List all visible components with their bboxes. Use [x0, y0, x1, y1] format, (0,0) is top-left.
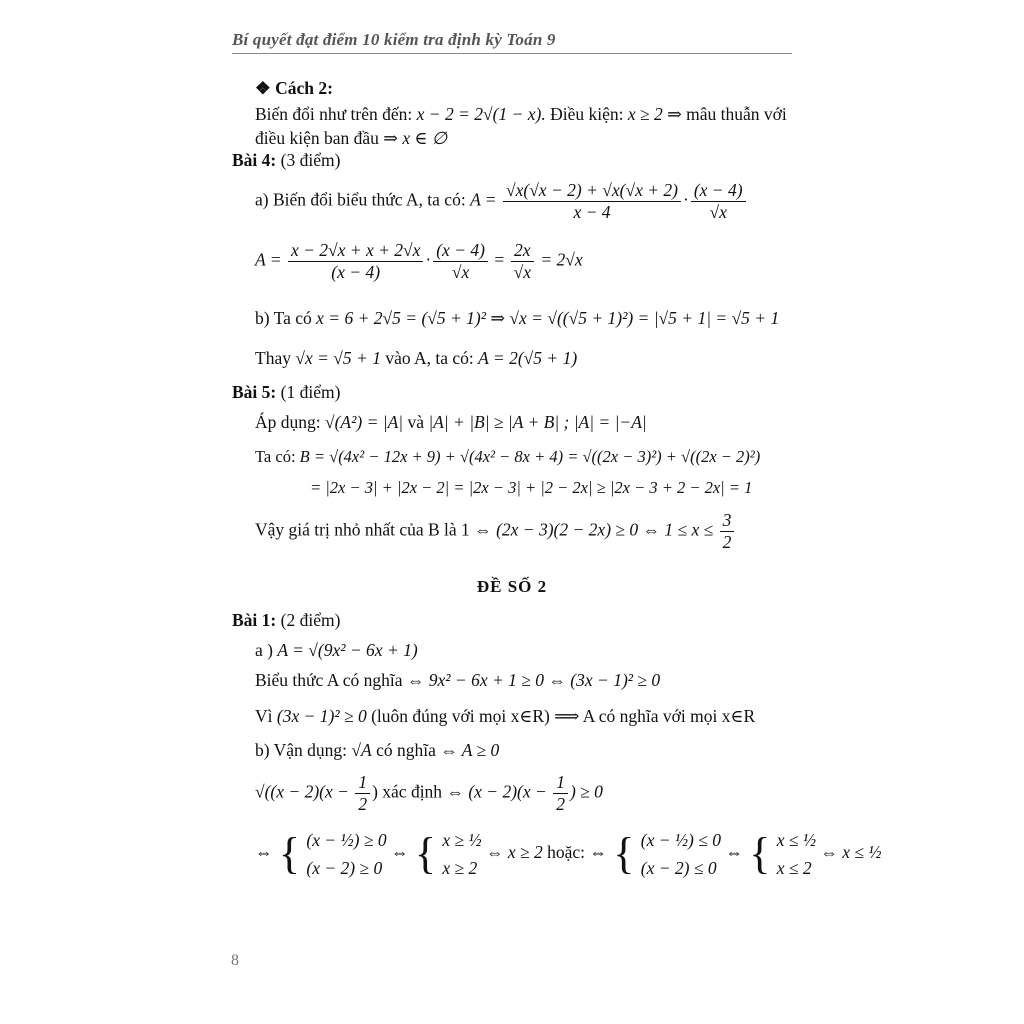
equation: √x = √5 + 1: [295, 348, 381, 368]
equation: A =: [470, 189, 497, 210]
equation: = 2√x: [540, 249, 583, 270]
fraction: $\frac{(x - 4)}{√x}$: [433, 240, 488, 283]
equation: √(A²) = |A|: [325, 412, 404, 432]
fraction: $\frac{(x - 4)}{√x}$: [691, 180, 746, 223]
text: vào A, ta có:: [385, 348, 474, 368]
text: Vậy giá trị nhỏ nhất của B là 1: [255, 519, 470, 540]
cach2-heading: ❖ Cách 2:: [255, 78, 333, 98]
text: a ): [255, 640, 273, 660]
points: (1 điểm): [280, 382, 341, 402]
fraction: $\frac{1}{2}$: [355, 772, 370, 815]
equiv-symbol: ⇔: [255, 842, 273, 863]
system: x ≤ ½ x ≤ 2: [776, 830, 816, 878]
exercise-label: Bài 5:: [232, 382, 277, 402]
equals: =: [494, 249, 505, 270]
text: Vì: [255, 706, 273, 726]
equation: A =: [255, 249, 282, 270]
system: (x − ½) ≤ 0 (x − 2) ≤ 0: [640, 830, 721, 878]
exercise-label: Bài 1:: [232, 610, 277, 630]
bai1-line5: √((x − 2)(x − $\frac{1}{2}$ ) xác định ⇔ (x − 2)(x − $\frac{1}{2}$ ) ≥ 0: [255, 772, 603, 814]
text: Ta có:: [255, 447, 296, 466]
equiv-symbol: ⇔: [589, 842, 607, 863]
equation: √A: [351, 740, 372, 760]
text: Biểu thức A có nghĩa: [255, 670, 403, 690]
bai5-line4: [255, 510, 736, 553]
points: (2 điểm): [280, 610, 341, 630]
bai1-line2: [255, 670, 660, 691]
running-header: Bí quyết đạt điểm 10 kiểm tra định kỳ Toán 9: [232, 30, 556, 49]
brace: {: [414, 829, 436, 878]
equation: √((x − 2)(x −: [255, 781, 354, 802]
text: b) Vận dụng:: [255, 740, 348, 760]
text: xác định: [382, 781, 443, 802]
text: và: [407, 412, 424, 432]
equation: x = 6 + 2√5 = (√5 + 1)² ⇒ √x = √((√5 + 1)²) = |√5 + 1| = √5 + 1: [316, 308, 780, 328]
bai4-a: a) Biến đổi biểu thức A, ta có: A = $\frac{√x(√x - 2) + √x(√x + 2)}{x - 4}$ · $\frac{(x - 4)}{√x}$: [255, 180, 748, 223]
cach2-line2: [255, 128, 447, 149]
text: Thay: [255, 348, 291, 368]
bai4-a2: A = $\frac{x - 2√x + x + 2√x}{(x - 4)}$ · $\frac{(x - 4)}{√x}$ = $\frac{2x}{√x}$ = 2√x: [255, 240, 583, 282]
fraction: $\frac{√x(√x - 2) + √x(√x + 2)}{x - 4}$: [503, 180, 681, 223]
equation: B = √(4x² − 12x + 9) + √(4x² − 8x + 4) = √((2x − 3)²) + √((2x − 2)²): [299, 447, 761, 466]
header-rule: [232, 53, 792, 54]
bai1-line3: [255, 706, 755, 727]
equation: ) ≥ 0: [569, 781, 603, 802]
text: (luôn đúng với mọi x∈R) ⟹ A có nghĩa với mọi x∈R: [371, 706, 756, 726]
text: ⇒ mâu thuẫn với: [667, 104, 787, 124]
text: Điều kiện:: [550, 104, 624, 124]
cach2-line1: [255, 104, 787, 125]
bai1-systems: [255, 826, 881, 882]
bai1-a: [255, 640, 418, 661]
bai1-b: [255, 740, 499, 761]
brace: {: [749, 829, 771, 878]
equiv-symbol: ⇔: [390, 842, 409, 863]
fraction: $\frac{2x}{√x}$: [511, 240, 534, 283]
brace: {: [278, 829, 300, 878]
bai4-heading: [232, 150, 340, 171]
bai5-heading: [232, 382, 340, 403]
text: có nghĩa: [376, 740, 436, 760]
equation: ⇔ A ≥ 0: [440, 740, 500, 760]
section-title: ĐỀ SỐ 2: [476, 577, 548, 596]
equation: A = √(9x² − 6x + 1): [277, 640, 418, 660]
exercise-label: Bài 4:: [232, 150, 277, 170]
equation: ⇒ x ∈ ∅: [383, 128, 448, 148]
bai1-heading: [232, 610, 340, 631]
equation: = |2x − 3| + |2x − 2| = |2x − 3| + |2 − 2x| ≥ |2x − 3 + 2 − 2x| = 1: [310, 478, 753, 497]
points: (3 điểm): [280, 150, 341, 170]
bai5-line1: [255, 412, 647, 433]
text: b) Ta có: [255, 308, 312, 328]
fraction: $\frac{x - 2√x + x + 2√x}{(x - 4)}$: [288, 240, 423, 283]
text: Biến đổi như trên đến:: [255, 104, 413, 124]
equation: |A| + |B| ≥ |A + B| ; |A| = |−A|: [428, 412, 647, 432]
text: điều kiện ban đầu: [255, 128, 379, 148]
fraction: $\frac{1}{2}$: [553, 772, 568, 815]
bai5-line3: [310, 478, 752, 498]
equation: ⇔ (x − 2)(x −: [446, 781, 552, 802]
system: x ≥ ½ x ≥ 2: [442, 830, 482, 878]
text: Áp dụng:: [255, 412, 321, 432]
brace: {: [613, 829, 635, 878]
equation: ⇔ x ≥ 2: [485, 842, 543, 863]
text: hoặc:: [547, 842, 585, 863]
bai5-line2: [255, 447, 760, 467]
equiv-symbol: ⇔: [725, 842, 743, 863]
equation: ⇔ (2x − 3)(2 − 2x) ≥ 0 ⇔ 1 ≤ x ≤: [474, 519, 714, 540]
equation: A = 2(√5 + 1): [478, 348, 578, 368]
equation: ⇔ x ≤ ½: [820, 842, 882, 863]
equation: ⇔ 9x² − 6x + 1 ≥ 0 ⇔ (3x − 1)² ≥ 0: [406, 670, 661, 690]
equation: (3x − 1)² ≥ 0: [276, 706, 367, 726]
text: a) Biến đổi biểu thức A, ta có:: [255, 189, 466, 210]
page-number: 8: [231, 952, 239, 969]
bai4-c: [255, 348, 577, 369]
fraction: $\frac{3}{2}$: [720, 510, 735, 553]
equation: x ≥ 2: [627, 104, 663, 124]
system: (x − ½) ≥ 0 (x − 2) ≥ 0: [306, 830, 387, 878]
equation: x − 2 = 2√(1 − x).: [416, 104, 546, 124]
bai4-b: [255, 308, 779, 329]
